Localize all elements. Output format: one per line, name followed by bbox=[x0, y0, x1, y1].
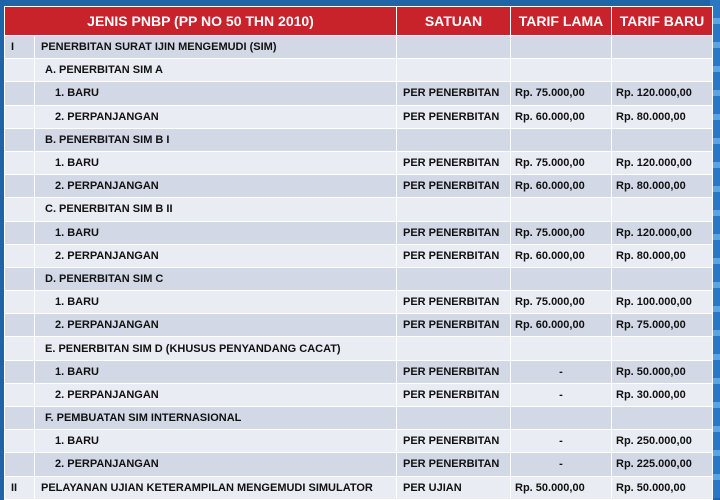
table-row bbox=[5, 105, 713, 128]
row-name: 1. BARU bbox=[35, 291, 397, 314]
row-unit: PER PENERBITAN bbox=[397, 221, 511, 244]
row-old-tariff bbox=[511, 407, 612, 430]
table-row bbox=[5, 221, 713, 244]
row-unit: PER PENERBITAN bbox=[397, 430, 511, 453]
row-unit: PER PENERBITAN bbox=[397, 105, 511, 128]
row-unit: PER PENERBITAN bbox=[397, 151, 511, 174]
row-old-tariff bbox=[511, 59, 612, 82]
row-old-tariff: Rp. 60.000,00 bbox=[511, 175, 612, 198]
table-row bbox=[5, 383, 713, 406]
row-new-tariff bbox=[612, 407, 713, 430]
row-name: F. PEMBUATAN SIM INTERNASIONAL bbox=[35, 407, 397, 430]
row-name: E. PENERBITAN SIM D (KHUSUS PENYANDANG CACAT) bbox=[35, 337, 397, 360]
row-old-tariff: Rp. 50.000,00 bbox=[511, 476, 612, 499]
row-new-tariff: Rp. 120.000,00 bbox=[612, 82, 713, 105]
tariff-table-container bbox=[4, 6, 712, 500]
row-number bbox=[5, 105, 35, 128]
row-number bbox=[5, 198, 35, 221]
row-old-tariff: - bbox=[511, 383, 612, 406]
table-row bbox=[5, 175, 713, 198]
row-name: 1. BARU bbox=[35, 82, 397, 105]
row-unit: PER PENERBITAN bbox=[397, 314, 511, 337]
table-row bbox=[5, 59, 713, 82]
row-name: A. PENERBITAN SIM A bbox=[35, 59, 397, 82]
row-new-tariff: Rp. 80.000,00 bbox=[612, 105, 713, 128]
row-unit bbox=[397, 267, 511, 290]
header-tarif-lama: TARIF LAMA bbox=[511, 7, 612, 36]
row-new-tariff: Rp. 80.000,00 bbox=[612, 244, 713, 267]
row-number bbox=[5, 337, 35, 360]
row-unit bbox=[397, 128, 511, 151]
row-unit: PER UJIAN bbox=[397, 476, 511, 499]
header-satuan: SATUAN bbox=[397, 7, 511, 36]
row-new-tariff bbox=[612, 198, 713, 221]
row-number bbox=[5, 407, 35, 430]
table-row bbox=[5, 453, 713, 476]
table-row bbox=[5, 314, 713, 337]
row-unit: PER PENERBITAN bbox=[397, 82, 511, 105]
table-header-row bbox=[5, 7, 713, 36]
row-number bbox=[5, 453, 35, 476]
row-new-tariff bbox=[612, 337, 713, 360]
row-new-tariff: Rp. 80.000,00 bbox=[612, 175, 713, 198]
row-name: 2. PERPANJANGAN bbox=[35, 383, 397, 406]
row-unit bbox=[397, 337, 511, 360]
row-new-tariff: Rp. 250.000,00 bbox=[612, 430, 713, 453]
row-number bbox=[5, 291, 35, 314]
row-old-tariff: Rp. 60.000,00 bbox=[511, 314, 612, 337]
table-row bbox=[5, 476, 713, 499]
row-unit bbox=[397, 36, 511, 59]
row-old-tariff: - bbox=[511, 430, 612, 453]
row-unit: PER PENERBITAN bbox=[397, 291, 511, 314]
row-old-tariff bbox=[511, 337, 612, 360]
row-name: 2. PERPANJANGAN bbox=[35, 244, 397, 267]
table-row bbox=[5, 360, 713, 383]
row-unit: PER PENERBITAN bbox=[397, 453, 511, 476]
row-name: 1. BARU bbox=[35, 360, 397, 383]
table-row bbox=[5, 198, 713, 221]
row-old-tariff: Rp. 75.000,00 bbox=[511, 82, 612, 105]
row-new-tariff: Rp. 100.000,00 bbox=[612, 291, 713, 314]
row-new-tariff: Rp. 225.000,00 bbox=[612, 453, 713, 476]
row-name: C. PENERBITAN SIM B II bbox=[35, 198, 397, 221]
table-row bbox=[5, 337, 713, 360]
row-unit: PER PENERBITAN bbox=[397, 244, 511, 267]
row-number bbox=[5, 430, 35, 453]
row-number: II bbox=[5, 476, 35, 499]
row-old-tariff bbox=[511, 128, 612, 151]
table-row bbox=[5, 291, 713, 314]
row-new-tariff: Rp. 50.000,00 bbox=[612, 360, 713, 383]
row-name: 2. PERPANJANGAN bbox=[35, 105, 397, 128]
row-old-tariff: Rp. 60.000,00 bbox=[511, 105, 612, 128]
row-old-tariff: - bbox=[511, 453, 612, 476]
row-old-tariff bbox=[511, 267, 612, 290]
row-name: 1. BARU bbox=[35, 221, 397, 244]
table-row bbox=[5, 36, 713, 59]
row-new-tariff: Rp. 120.000,00 bbox=[612, 151, 713, 174]
row-name: B. PENERBITAN SIM B I bbox=[35, 128, 397, 151]
table-row bbox=[5, 407, 713, 430]
row-name: 2. PERPANJANGAN bbox=[35, 175, 397, 198]
row-name: 1. BARU bbox=[35, 430, 397, 453]
row-unit bbox=[397, 198, 511, 221]
table-row bbox=[5, 151, 713, 174]
row-new-tariff: Rp. 50.000,00 bbox=[612, 476, 713, 499]
row-old-tariff: Rp. 75.000,00 bbox=[511, 291, 612, 314]
table-row bbox=[5, 128, 713, 151]
row-old-tariff: Rp. 75.000,00 bbox=[511, 151, 612, 174]
row-unit bbox=[397, 59, 511, 82]
row-unit: PER PENERBITAN bbox=[397, 360, 511, 383]
row-unit bbox=[397, 407, 511, 430]
row-unit: PER PENERBITAN bbox=[397, 383, 511, 406]
row-new-tariff: Rp. 75.000,00 bbox=[612, 314, 713, 337]
row-old-tariff: Rp. 75.000,00 bbox=[511, 221, 612, 244]
row-new-tariff: Rp. 30.000,00 bbox=[612, 383, 713, 406]
row-name: 2. PERPANJANGAN bbox=[35, 453, 397, 476]
tariff-table bbox=[4, 6, 713, 500]
row-number bbox=[5, 175, 35, 198]
header-tarif-baru: TARIF BARU bbox=[612, 7, 713, 36]
row-number bbox=[5, 82, 35, 105]
row-number bbox=[5, 314, 35, 337]
table-row bbox=[5, 82, 713, 105]
row-old-tariff: - bbox=[511, 360, 612, 383]
row-number bbox=[5, 221, 35, 244]
row-number bbox=[5, 244, 35, 267]
row-old-tariff bbox=[511, 36, 612, 59]
row-new-tariff bbox=[612, 128, 713, 151]
row-new-tariff: Rp. 120.000,00 bbox=[612, 221, 713, 244]
table-row bbox=[5, 430, 713, 453]
row-number bbox=[5, 128, 35, 151]
header-jenis: JENIS PNBP (PP NO 50 THN 2010) bbox=[5, 7, 397, 36]
row-number bbox=[5, 267, 35, 290]
row-new-tariff bbox=[612, 267, 713, 290]
row-new-tariff bbox=[612, 59, 713, 82]
row-name: 2. PERPANJANGAN bbox=[35, 314, 397, 337]
row-name: PELAYANAN UJIAN KETERAMPILAN MENGEMUDI SIMULATOR bbox=[35, 476, 397, 499]
row-name: PENERBITAN SURAT IJIN MENGEMUDI (SIM) bbox=[35, 36, 397, 59]
row-name: 1. BARU bbox=[35, 151, 397, 174]
table-row bbox=[5, 267, 713, 290]
row-old-tariff: Rp. 60.000,00 bbox=[511, 244, 612, 267]
row-number bbox=[5, 383, 35, 406]
row-number: I bbox=[5, 36, 35, 59]
row-new-tariff bbox=[612, 36, 713, 59]
row-number bbox=[5, 151, 35, 174]
row-unit: PER PENERBITAN bbox=[397, 175, 511, 198]
row-number bbox=[5, 360, 35, 383]
table-row bbox=[5, 244, 713, 267]
row-old-tariff bbox=[511, 198, 612, 221]
row-name: D. PENERBITAN SIM C bbox=[35, 267, 397, 290]
row-number bbox=[5, 59, 35, 82]
